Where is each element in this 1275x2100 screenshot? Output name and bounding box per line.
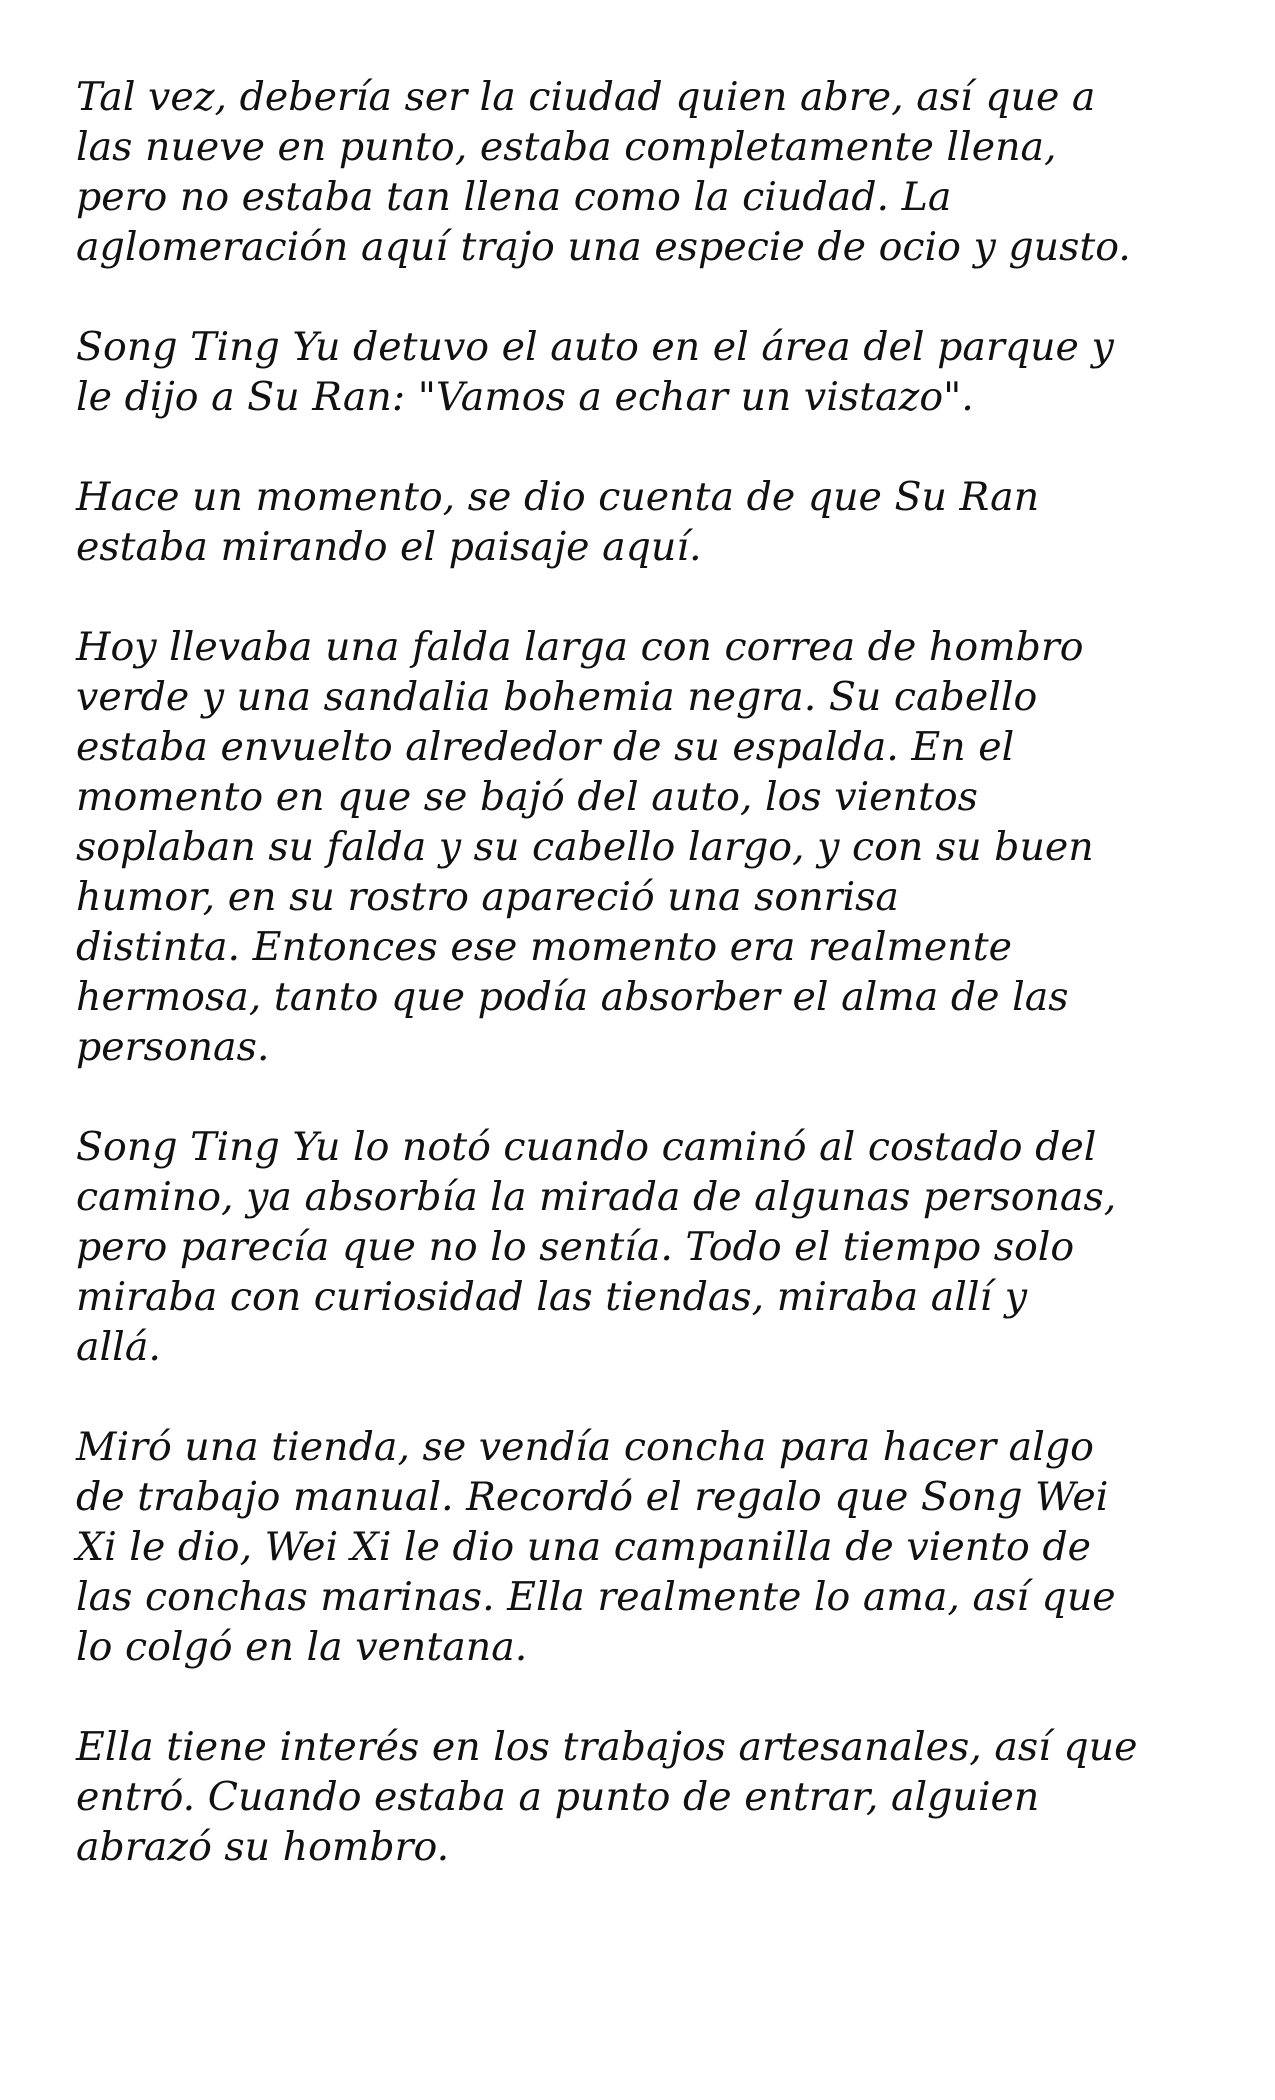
paragraph-5 [76, 1122, 1226, 1372]
text-line: Song Ting Yu detuvo el auto en el área del parque y [76, 324, 1114, 370]
text-line: las conchas marinas. Ella realmente lo ama, así que [76, 1574, 1116, 1620]
paragraph-7 [76, 1722, 1226, 1872]
paragraph-4 [76, 622, 1226, 1072]
text-line: abrazó su hombro. [76, 1824, 450, 1870]
text-line: las nueve en punto, estaba completamente llena, [76, 124, 1057, 170]
text-line: Hoy llevaba una falda larga con correa de hombro [76, 624, 1084, 670]
paragraph-6 [76, 1422, 1226, 1672]
text-line: pero no estaba tan llena como la ciudad. La [76, 174, 952, 220]
text-line: momento en que se bajó del auto, los vientos [76, 774, 978, 820]
text-line: hermosa, tanto que podía absorber el alma de las [76, 974, 1069, 1020]
text-line: personas. [76, 1024, 270, 1070]
text-line: estaba envuelto alrededor de su espalda. En el [76, 724, 1015, 770]
document-page [76, 72, 1226, 1922]
text-line: distinta. Entonces ese momento era realmente [76, 924, 1012, 970]
text-line: verde y una sandalia bohemia negra. Su cabello [76, 674, 1038, 720]
paragraph-1 [76, 72, 1226, 272]
text-line: humor, en su rostro apareció una sonrisa [76, 874, 899, 920]
text-line: estaba mirando el paisaje aquí. [76, 524, 702, 570]
text-line: lo colgó en la ventana. [76, 1624, 528, 1670]
text-line: camino, ya absorbía la mirada de algunas personas, [76, 1174, 1117, 1220]
text-line: entró. Cuando estaba a punto de entrar, alguien [76, 1774, 1040, 1820]
text-line: le dijo a Su Ran: "Vamos a echar un vistazo". [76, 374, 974, 420]
text-line: allá. [76, 1324, 161, 1370]
paragraph-3 [76, 472, 1226, 572]
text-line: Ella tiene interés en los trabajos artesanales, así que [76, 1724, 1138, 1770]
text-line: Tal vez, debería ser la ciudad quien abre, así que a [76, 74, 1096, 120]
text-line: Hace un momento, se dio cuenta de que Su Ran [76, 474, 1040, 520]
paragraph-2 [76, 322, 1226, 422]
text-line: pero parecía que no lo sentía. Todo el tiempo solo [76, 1224, 1075, 1270]
text-line: Song Ting Yu lo notó cuando caminó al costado del [76, 1124, 1097, 1170]
text-line: Xi le dio, Wei Xi le dio una campanilla de viento de [76, 1524, 1092, 1570]
text-line: de trabajo manual. Recordó el regalo que Song Wei [76, 1474, 1109, 1520]
text-line: miraba con curiosidad las tiendas, miraba allí y [76, 1274, 1028, 1320]
text-line: aglomeración aquí trajo una especie de ocio y gusto. [76, 224, 1131, 270]
text-line: soplaban su falda y su cabello largo, y con su buen [76, 824, 1094, 870]
text-line: Miró una tienda, se vendía concha para hacer algo [76, 1424, 1094, 1470]
